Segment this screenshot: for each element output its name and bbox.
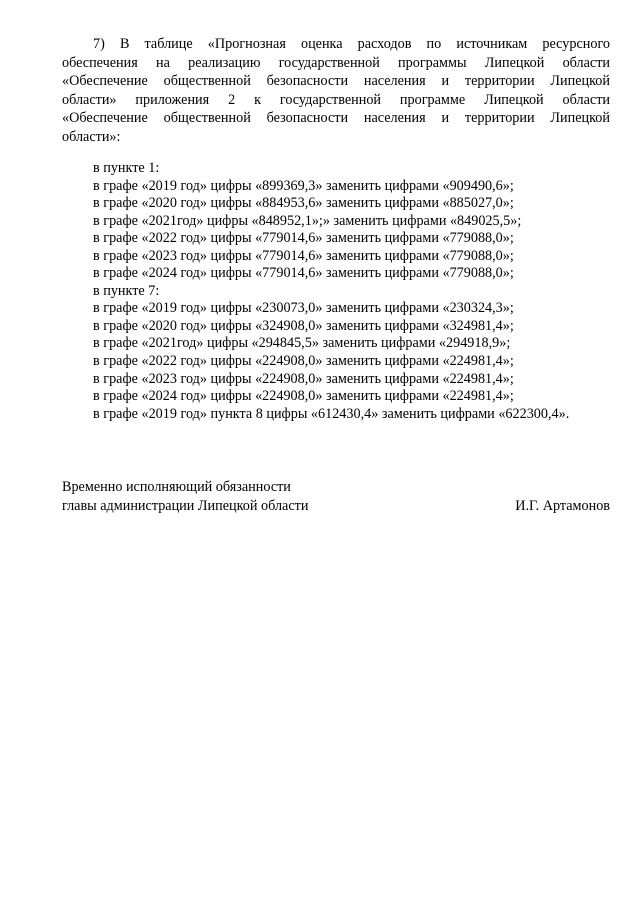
list-item: в графе «2022 год» цифры «224908,0» заменить цифрами «224981,4»; [93, 353, 514, 370]
amendment-intro-paragraph [62, 35, 610, 147]
intro-line: области» приложения 2 к государственной программе Липецкой области [62, 91, 610, 108]
list-item: в графе «2020 год» цифры «884953,6» заменить цифрами «885027,0»; [93, 195, 514, 212]
list-item: в графе «2021год» цифры «848952,1»;» заменить цифрами «849025,5»; [93, 212, 522, 229]
list-item: в графе «2020 год» цифры «324908,0» заменить цифрами «324981,4»; [93, 317, 514, 334]
intro-line: обеспечения на реализацию государственной программы Липецкой области [62, 54, 610, 71]
signature-block [62, 478, 610, 515]
intro-line: «Обеспечение общественной безопасности населения и территории Липецкой [62, 73, 610, 90]
signatory-position-line: главы администрации Липецкой области [62, 497, 309, 514]
list-item: в графе «2022 год» цифры «779014,6» заменить цифрами «779088,0»; [93, 230, 514, 247]
intro-line: «Обеспечение общественной безопасности населения и территории Липецкой [62, 110, 610, 127]
signatory-row [62, 497, 610, 516]
list-item: в графе «2023 год» цифры «224908,0» заменить цифрами «224981,4»; [93, 370, 514, 387]
list-item: в пункте 7: [93, 282, 160, 299]
list-item: в пункте 1: [93, 160, 160, 176]
list-item: в графе «2023 год» цифры «779014,6» заменить цифрами «779088,0»; [93, 247, 514, 264]
intro-line: области»: [62, 128, 121, 145]
list-item: в графе «2019 год» пункта 8 цифры «612430,4» заменить цифрами «622300,4». [93, 405, 570, 422]
list-item: в графе «2024 год» цифры «224908,0» заменить цифрами «224981,4»; [93, 388, 514, 405]
amendment-items-list [93, 160, 613, 423]
signatory-position-line: Временно исполняющий обязанности [62, 479, 291, 495]
intro-line: 7) В таблице «Прогнозная оценка расходов по источникам ресурсного [93, 36, 610, 52]
list-item: в графе «2019 год» цифры «230073,0» заменить цифрами «230324,3»; [93, 300, 514, 317]
list-item: в графе «2021год» цифры «294845,5» заменить цифрами «294918,9»; [93, 335, 511, 352]
signatory-name: И.Г. Артамонов [515, 497, 610, 514]
list-item: в графе «2024 год» цифры «779014,6» заменить цифрами «779088,0»; [93, 265, 514, 282]
list-item: в графе «2019 год» цифры «899369,3» заменить цифрами «909490,6»; [93, 177, 514, 194]
